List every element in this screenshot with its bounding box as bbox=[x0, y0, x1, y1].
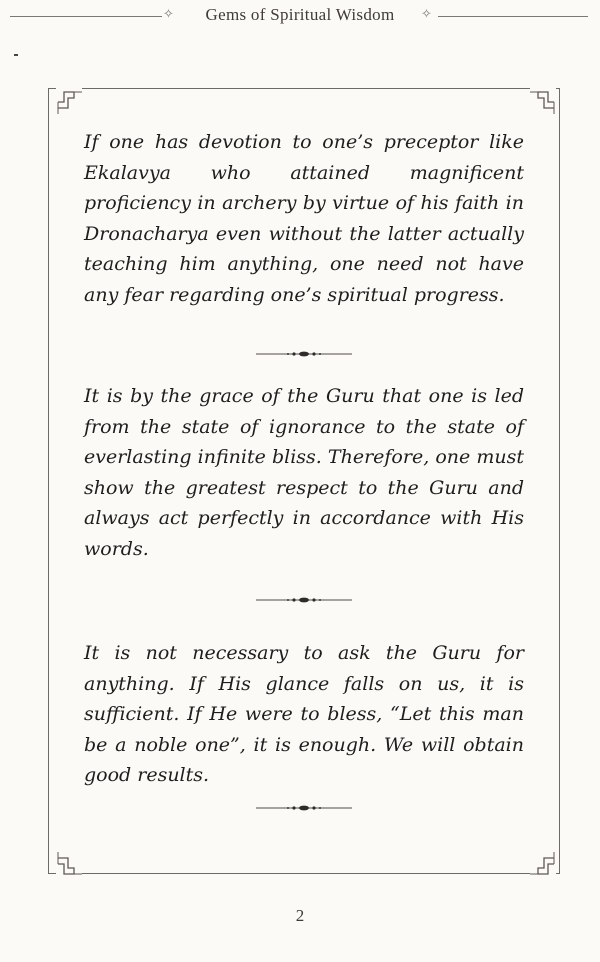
page-number: 2 bbox=[295, 906, 305, 925]
paragraph-guru-glance: It is not necessary to ask the Guru for anything. If His glance falls on us, it is sufficient. If He were to bless, “Let this man be a noble one”, it is enough. We will obtain good results. bbox=[84, 642, 524, 786]
corner-ornament-top-right-icon bbox=[530, 88, 556, 114]
header-rule-left bbox=[10, 16, 162, 17]
fleuron-right-icon: ✧ bbox=[421, 7, 432, 22]
flourish-divider-icon bbox=[256, 803, 352, 813]
running-title: Gems of Spiritual Wisdom bbox=[205, 5, 395, 24]
flourish-divider-icon bbox=[256, 349, 352, 359]
corner-ornament-bottom-right-icon bbox=[530, 852, 556, 878]
running-header bbox=[0, 4, 600, 28]
paragraph-ekalavya: If one has devotion to one’s preceptor like Ekalavya who attained magnificent proficiency in archery by virtue of his faith in Dronacharya even without the latter actually teaching him anything, one need not have any fear regarding one’s spiritual progress. bbox=[84, 131, 524, 306]
paragraph-grace-of-guru: It is by the grace of the Guru that one is led from the state of ignorance to the state of everlasting infinite bliss. Therefore, one must show the greatest respect to the Guru and always act perfectly in accordance with His words. bbox=[84, 385, 524, 560]
header-rule-right bbox=[438, 16, 588, 17]
corner-ornament-top-left-icon bbox=[56, 88, 82, 114]
flourish-divider-icon bbox=[256, 595, 352, 605]
corner-ornament-bottom-left-icon bbox=[56, 852, 82, 878]
margin-mark bbox=[14, 54, 18, 56]
fleuron-left-icon: ✧ bbox=[163, 7, 174, 22]
